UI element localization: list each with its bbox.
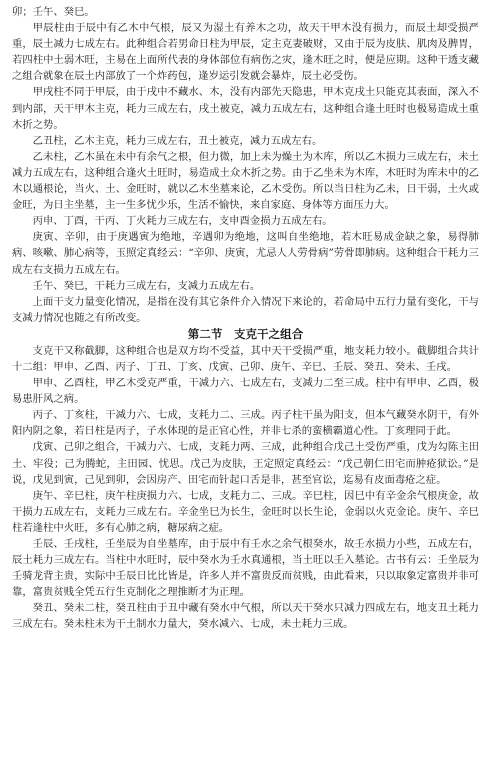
paragraph-jiachen: 甲辰柱由于辰中有乙木中气根，辰又为湿土有养木之功，故天干甲木没有损力，而辰土却受损严重，辰土减力七成左右。此种组合若男命日柱为甲辰，定主克妻破财，又由于辰为皮肤、肌肉及脾胃，若四柱中土弱木旺，主易在上面所代表的身体部位有病伤之灾，逢木旺之时，便是应期。这种干透支藏之组合就象在辰土内部放了一个炸药包，逢岁运引发就会暴炸，辰土必受伤。 bbox=[12, 22, 479, 83]
paragraph-jiaxu: 甲戌柱不同于甲辰，由于戌中不藏水、木，没有内部先天隐患，甲木克戌土只能克其表面，深入不到内部，天干甲木主克，耗力三成左右，戌土被克，减力五成左右，这种组合逢土旺时也极易造成土重木折之势。 bbox=[12, 86, 479, 131]
paragraph-renwu-guisi: 壬午、癸巳，干耗力三成左右，支减力五成左右。 bbox=[32, 279, 261, 292]
paragraph-wuyin-jimao: 戊寅、己卯之组合，干减力六、七成，支耗力两、三成，此种组合戊己土受伤严重，戊为勾陈主田土、牢役；己为腾蛇，主田园、忧思。戊己为皮肤，王定照定真经云：“戊己朝仁田宅而肿疮狱讼。”是说，戊见到寅，己见到卯，会因房产、田宅而针起口舌是非，甚至官讼，迄易有皮面毒疮之症。 bbox=[12, 441, 479, 486]
paragraph-yichou: 乙丑柱，乙木主克，耗力三成左右，丑土被克，减力五成左右。 bbox=[32, 134, 323, 147]
paragraph-jiashen-yiyou: 甲申、乙酉柱，甲乙木受克严重，干减力六、七成左右，支减力二至三成。柱中有甲申、乙酉，极易患肝风之病。 bbox=[12, 377, 479, 406]
paragraph-renchen-renxu: 壬辰、壬戌柱，壬坐辰为自坐墓库，由于辰中有壬水之余气根癸水，故壬水损力小些，五成左右，辰土耗力三成左右。当柱中水旺时，辰中癸水为壬水真通根，当土旺以壬入墓论。古书有云：壬坐辰为壬骑龙背主贵，实际中壬辰日比比皆是，许多人并不富贵反而贫贱，由此看来，只以取象定富贵并非可靠，富贵贫贱全凭五行生克制化之理推断才为正理。 bbox=[12, 538, 479, 599]
paragraph-intro: 支克干又称截脚，这种组合也是双方均不受益，其中天干受损严重，地支耗力较小。截脚组合共计十二组：甲申、乙酉、丙子、丁丑、丁亥、戊寅、己卯、庚午、辛巳、壬辰、癸丑、癸未、壬戌。 bbox=[12, 344, 479, 373]
paragraph-gengyin-xinmao: 庚寅、辛卯，由于庚遇寅为绝地，辛遇卯为绝地，这叫自坐绝地，若木旺易成金缺之象，易得肺病、咳嗽、肺心病等，玉照定真经云：“辛卯、庚寅，尤忌人人劳骨病”劳骨即肺病。这种组合干耗力三成左右支损力五成左右。 bbox=[12, 231, 479, 276]
continued-line: 卯；壬午、癸巳。 bbox=[12, 6, 95, 18]
paragraph-yiwei: 乙未柱，乙木虽在未中有余气之根，但力微，加上未为燥土为木库，所以乙木损力三成左右，未土减力五成左右，这种组合逢火土旺时，易造成土众木折之势。由于乙坐未为木库，木旺时为库未中的乙木以通根论，当火、土、金旺时，就以乙木坐墓来论，乙木受伤。所以当日柱为乙未，日干弱，土火或金旺，为日主坐墓，主一生多忧少乐，生活不愉快，来自家庭、身体等方面压力大。 bbox=[12, 150, 479, 212]
paragraph-bingzi-dinghai: 丙子、丁亥柱，干减力六、七成，支耗力二、三成。丙子柱干虽为阳支，但本气藏癸水阴干，有外阳内阴之象，若日柱是丙子，子水体现的是正官心性，并非七杀的蛮横霸道心性。丁亥理同于此。 bbox=[12, 409, 479, 438]
section-title: 第二节 支克干之组合 bbox=[187, 326, 304, 341]
paragraph-guichou-guiwei: 癸丑、癸未二柱，癸丑柱由于丑中藏有癸水中气根，所以天干癸水只减力四成左右，地支丑土耗力三成左右。癸未柱未为干土制水力量大，癸水减六、七成，未土耗力三成。 bbox=[12, 602, 479, 631]
paragraph-bingshen-dingyou: 丙申、丁酉，干丙、丁火耗力三成左右，支申酉金损力五成左右。 bbox=[32, 215, 333, 228]
paragraph-gengwu-xinsi: 庚午、辛巳柱，庚午柱庚损力六、七成，支耗力二、三成。辛巳柱，因巳中有辛金余气根庚金，故干损力五成左右，支耗力三成左右。辛金坐巳为长生，金旺时以长生论，金弱以火克金论。庚午、辛巳柱若逢柱中火旺，多有心肺之病，糖尿病之症。 bbox=[12, 489, 479, 534]
paragraph-summary: 上面干支力量变化情况，是指在没有其它条件介入情况下来论的，若命局中五行力量有变化，干与支减力情况也随之有所改变。 bbox=[12, 295, 479, 324]
